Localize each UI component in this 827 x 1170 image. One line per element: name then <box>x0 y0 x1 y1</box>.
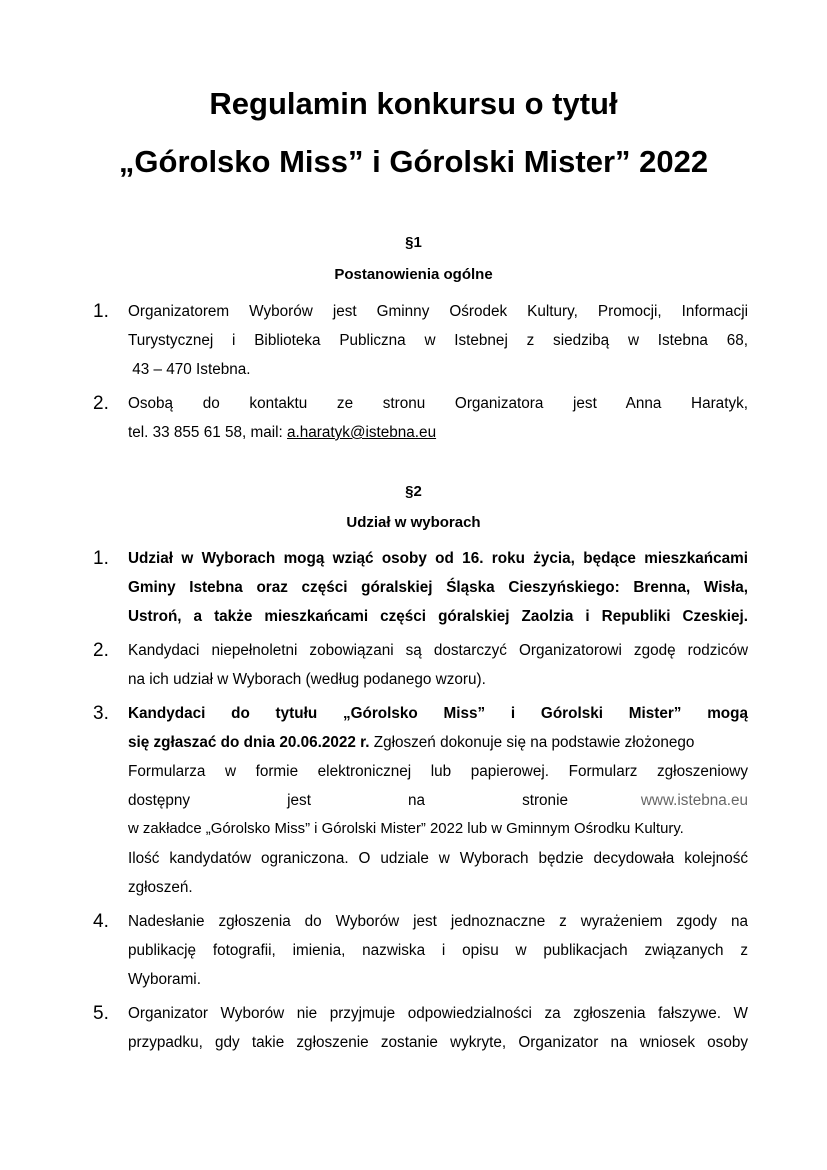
paragraph-line: Organizatorem Wyborów jest Gminny Ośrodek Kultury, Promocji, Informacji <box>128 303 748 320</box>
paragraph-line: Udział w Wyborach mogą wziąć osoby od 16. roku życia, będące mieszkańcami <box>128 550 748 567</box>
item-number: 1. <box>93 548 109 569</box>
list-item <box>0 297 827 384</box>
paragraph-line: Ustroń, a także mieszkańcami części góralskiej Zaolzia i Republiki Czeskiej. <box>128 608 748 625</box>
section2-symbol: §2 <box>405 483 422 500</box>
paragraph-line: Turystycznej i Biblioteka Publiczna w Istebnej z siedzibą w Istebna 68, <box>128 332 748 349</box>
paragraph-line: Nadesłanie zgłoszenia do Wyborów jest jednoznaczne z wyrażeniem zgody na <box>128 913 748 930</box>
paragraph-line: Kandydaci do tytułu „Górolsko Miss” i Górolski Mister” mogą <box>128 705 748 722</box>
paragraph-line: na ich udział w Wyborach (według podanego wzoru). <box>128 671 486 688</box>
paragraph-line <box>128 728 748 757</box>
website-link[interactable]: www.istebna.eu <box>640 792 748 809</box>
list-item <box>0 389 827 447</box>
item-number: 2. <box>93 393 109 414</box>
item-number: 4. <box>93 911 109 932</box>
word: na <box>408 792 426 809</box>
list-item <box>0 999 827 1057</box>
paragraph-line: Kandydaci niepełnoletni zobowiązani są dostarczyć Organizatorowi zgodę rodziców <box>128 642 748 659</box>
paragraph-line: Osobą do kontaktu ze stronu Organizatora jest Anna Haratyk, <box>128 395 748 412</box>
paragraph-line <box>128 418 748 447</box>
paragraph-line: Gminy Istebna oraz części góralskiej Śląska Cieszyńskiego: Brenna, Wisła, <box>128 579 748 596</box>
word: jest <box>287 792 311 809</box>
paragraph-line: publikację fotografii, imienia, nazwiska i opisu w publikacjach związanych z <box>128 942 748 959</box>
item-number: 1. <box>93 301 109 322</box>
paragraph-line: zgłoszeń. <box>128 879 193 896</box>
section1-heading: Postanowienia ogólne <box>334 266 493 283</box>
contact-phone-text: tel. 33 855 61 58, mail: <box>128 424 288 441</box>
section1-symbol: §1 <box>405 234 422 251</box>
list-item <box>0 544 827 631</box>
list-item <box>0 636 827 694</box>
item-number: 2. <box>93 640 109 661</box>
email-link[interactable]: a.haratyk@istebna.eu <box>287 424 437 441</box>
list-item <box>0 907 827 994</box>
deadline-text: się zgłaszać do dnia 20.06.2022 r. <box>128 734 370 751</box>
paragraph-text: Zgłoszeń dokonuje się na podstawie złożonego <box>369 734 695 751</box>
section2-list <box>0 544 827 1057</box>
document-title-line2: „Górolsko Miss” i Górolski Mister” 2022 <box>118 144 709 179</box>
paragraph-line: Formularza w formie elektronicznej lub papierowej. Formularz zgłoszeniowy <box>128 763 748 780</box>
paragraph-line: w zakładce „Górolsko Miss” i Górolski Mister” 2022 lub w Gminnym Ośrodku Kultury. <box>128 821 684 837</box>
document-title-line1: Regulamin konkursu o tytuł <box>209 86 618 121</box>
paragraph-line: 43 – 470 Istebna. <box>128 361 251 378</box>
word: stronie <box>522 792 568 809</box>
list-item <box>0 699 827 902</box>
paragraph-line <box>128 786 748 815</box>
paragraph-line: przypadku, gdy takie zgłoszenie zostanie wykryte, Organizator na wniosek osoby <box>128 1034 748 1051</box>
section2-heading: Udział w wyborach <box>346 514 481 531</box>
paragraph-line: Organizator Wyborów nie przyjmuje odpowiedzialności za zgłoszenia fałszywe. W <box>128 1005 748 1022</box>
section1-list <box>0 297 827 447</box>
item-number: 3. <box>93 703 109 724</box>
word: dostępny <box>128 792 191 809</box>
paragraph-line: Ilość kandydatów ograniczona. O udziale w Wyborach będzie decydowała kolejność <box>128 850 748 867</box>
paragraph-text <box>128 786 568 815</box>
paragraph-line: Wyborami. <box>128 971 201 988</box>
item-number: 5. <box>93 1003 109 1024</box>
